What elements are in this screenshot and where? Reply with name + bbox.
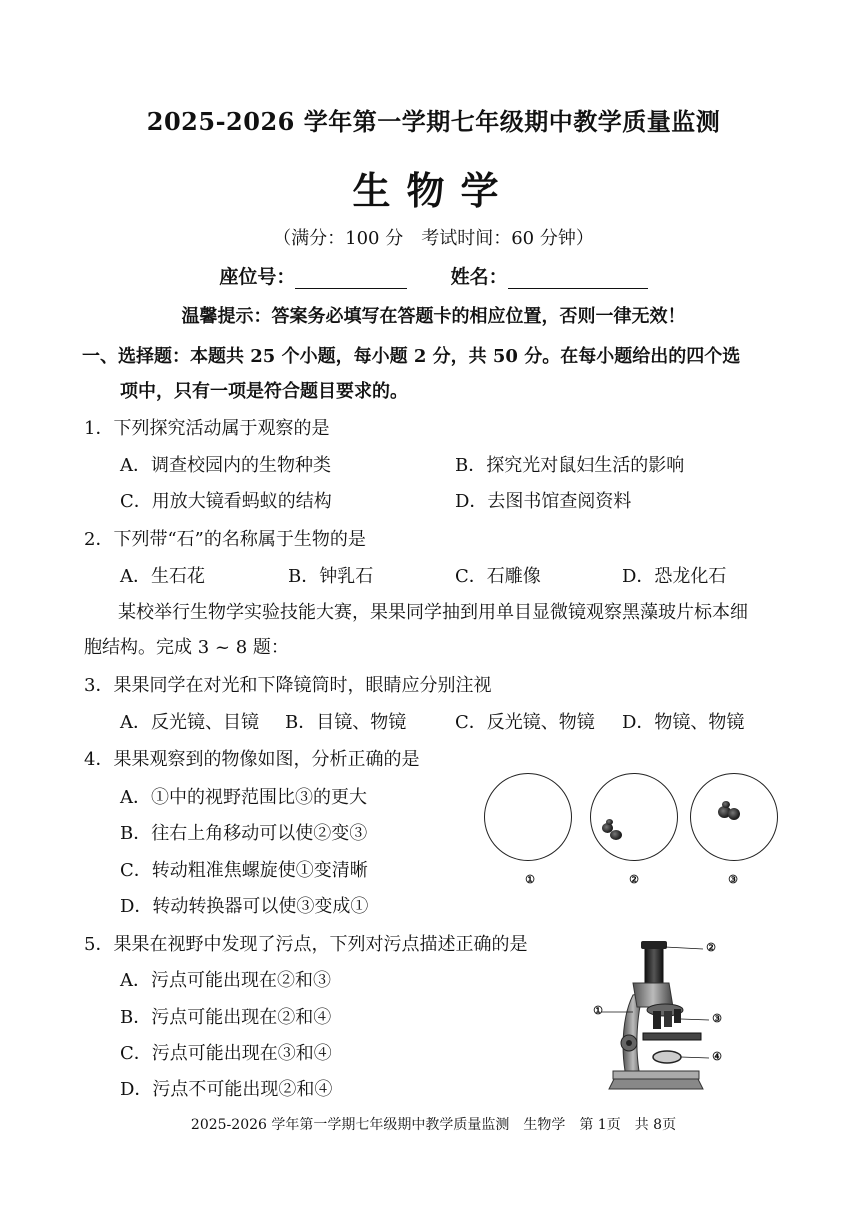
q5-option-d: D．污点不可能出现②和④ (120, 1079, 333, 1100)
warm-tip: 温馨提示：答案务必填写在答题卡的相应位置，否则一律无效！ (181, 306, 686, 327)
fov-label-3: ③ (728, 873, 738, 886)
seat-blank (295, 270, 407, 289)
field-of-view-2 (590, 773, 678, 861)
q1-option-c: C．用放大镜看蚂蚁的结构 (120, 491, 332, 512)
section-heading-line1: 一、选择题：本题共 25 个小题，每小题 2 分，共 50 分。在每小题给出的四个选 (82, 346, 741, 367)
exam-info: （满分：100 分 考试时间：60 分钟） (273, 228, 594, 249)
name-label: 姓名： (450, 266, 508, 288)
exam-title: 2025-2026 学年第一学期七年级期中教学质量监测 (146, 107, 721, 136)
q4-option-d: D．转动转换器可以使③变成① (120, 896, 369, 917)
student-info-row (0, 262, 867, 289)
q3-option-b: B．目镜、物镜 (285, 712, 407, 733)
page-footer: 2025-2026 学年第一学期七年级期中教学质量监测 生物学 第 1页 共 8页 (190, 1117, 677, 1133)
section-heading-line2: 项中，只有一项是符合题目要求的。 (120, 381, 408, 402)
q4-option-b: B．往右上角移动可以使②变③ (120, 823, 368, 844)
fov-label-1: ① (525, 873, 535, 886)
q2-option-d: D．恐龙化石 (622, 566, 727, 587)
q3-option-c: C．反光镜、物镜 (455, 712, 595, 733)
q3-option-d: D．物镜、物镜 (622, 712, 745, 733)
field-of-view-1 (484, 773, 572, 861)
cell-speck (606, 819, 613, 825)
cell-speck (728, 808, 740, 820)
q2-option-c: C．石雕像 (455, 566, 541, 587)
subject-title: 生物学 (352, 168, 515, 213)
q4-option-a: A．①中的视野范围比③的更大 (120, 787, 367, 808)
q5-option-c: C．污点可能出现在③和④ (120, 1043, 332, 1064)
microscope-label-3: ③ (712, 1012, 722, 1025)
q4-stem: 4．果果观察到的物像如图，分析正确的是 (84, 749, 420, 770)
seat-label: 座位号： (219, 266, 296, 288)
q2-option-a: A．生石花 (120, 566, 205, 587)
name-blank (508, 270, 648, 289)
q1-option-d: D．去图书馆查阅资料 (455, 491, 632, 512)
cell-speck (610, 830, 622, 840)
context-line2: 胞结构。完成 3 ~ 8 题： (84, 637, 289, 658)
q4-option-c: C．转动粗准焦螺旋使①变清晰 (120, 860, 368, 881)
q1-option-a: A．调查校园内的生物种类 (120, 455, 331, 476)
context-line1: 某校举行生物学实验技能大赛，果果同学抽到用单目显微镜观察黑藻玻片标本细 (118, 602, 748, 623)
q5-option-b: B．污点可能出现在②和④ (120, 1007, 332, 1028)
q3-option-a: A．反光镜、目镜 (120, 712, 259, 733)
q5-stem: 5．果果在视野中发现了污点，下列对污点描述正确的是 (84, 934, 528, 955)
q5-option-a: A．污点可能出现在②和③ (120, 970, 331, 991)
microscope-label-1: ① (593, 1004, 603, 1017)
q3-stem: 3．果果同学在对光和下降镜筒时，眼睛应分别注视 (84, 675, 492, 696)
microscope-label-4: ④ (712, 1050, 722, 1063)
cell-speck (722, 801, 730, 808)
microscope-label-2: ② (706, 941, 716, 954)
field-of-view-3 (690, 773, 778, 861)
q1-option-b: B．探究光对鼠妇生活的影响 (455, 455, 685, 476)
q1-stem: 1．下列探究活动属于观察的是 (84, 418, 330, 439)
q2-stem: 2．下列带“石”的名称属于生物的是 (84, 529, 366, 550)
fov-label-2: ② (629, 873, 639, 886)
q2-option-b: B．钟乳石 (288, 566, 374, 587)
